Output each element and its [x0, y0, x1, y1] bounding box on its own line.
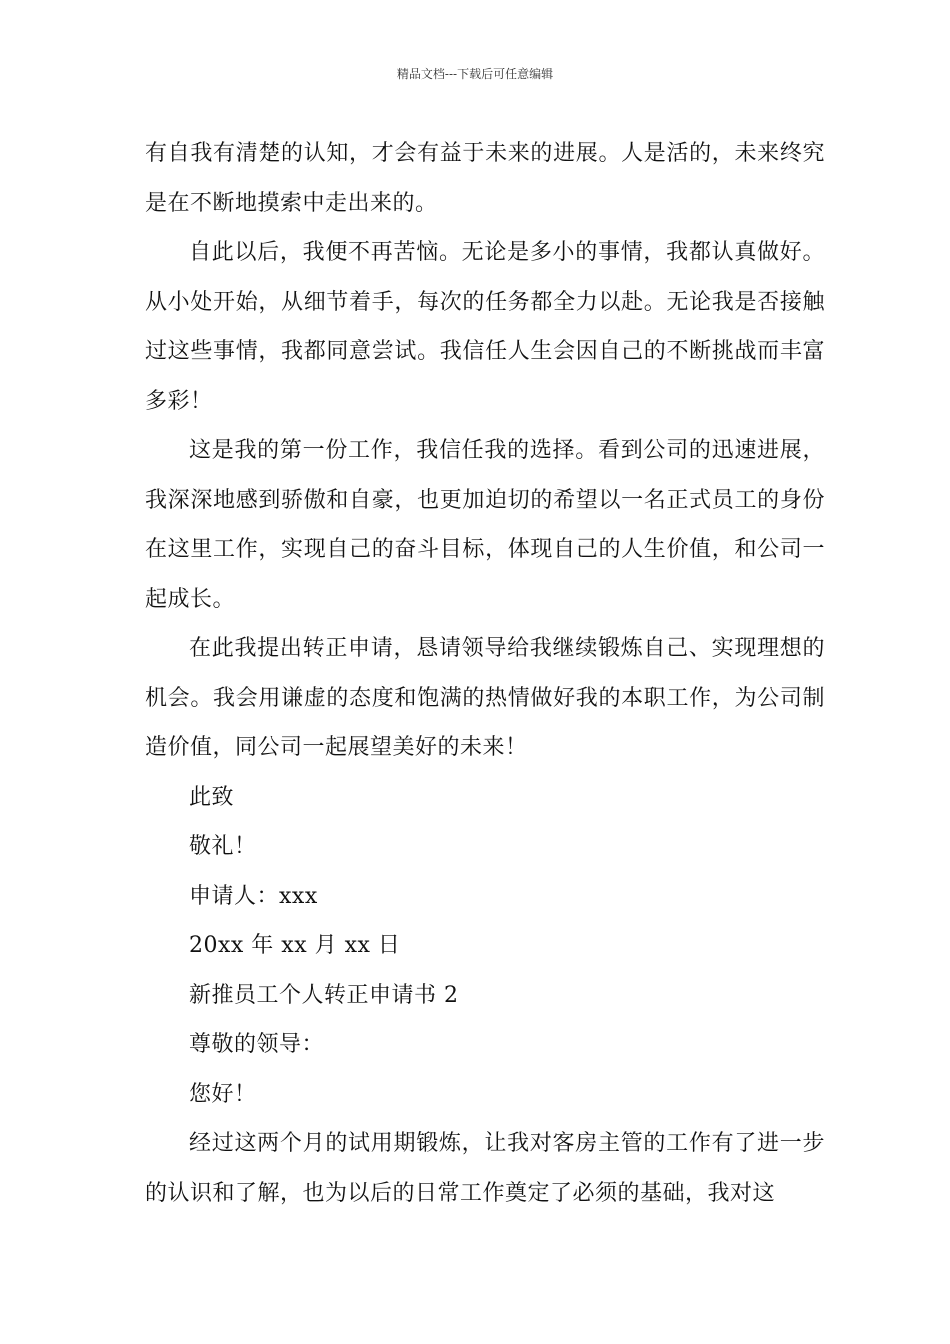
- paragraph-1: 有自我有清楚的认知，才会有益于未来的进展。人是活的，未来终究是在不断地摸索中走出来的。: [145, 141, 825, 216]
- applicant-line: 申请人：xxx: [189, 883, 318, 909]
- closing-regards: 敬礼！: [189, 834, 257, 859]
- paragraph-2: 自此以后，我便不再苦恼。无论是多小的事情，我都认真做好。从小处开始，从细节着手，每次的任务都全力以赴。无论我是否接触过这些事情，我都同意尝试。我信任人生会因自己的不断挑战而丰富多彩！: [145, 240, 825, 414]
- date-line: 20xx 年 xx 月 xx 日: [189, 933, 401, 958]
- closing-salutation: 此致: [189, 784, 235, 810]
- paragraph-4: 在此我提出转正申请，恳请领导给我继续锻炼自己、实现理想的机会。我会用谦虚的态度和饱满的热情做好我的本职工作，为公司制造价值，同公司一起展望美好的未来！: [145, 636, 825, 760]
- greeting-hello: 您好！: [189, 1081, 257, 1107]
- page-header: 精品文档---下载后可任意编辑: [396, 67, 554, 81]
- document-body: [145, 129, 825, 1218]
- paragraph-body-start: 经过这两个月的试用期锻炼，让我对客房主管的工作有了进一步的认识和了解，也为以后的日常工作奠定了必须的基础，我对这: [145, 1131, 825, 1206]
- paragraph-3: 这是我的第一份工作，我信任我的选择。看到公司的迅速进展，我深深地感到骄傲和自豪，也更加迫切的希望以一名正式员工的身份在这里工作，实现自己的奋斗目标，体现自己的人生价值，和公司一起成长。: [145, 438, 825, 612]
- greeting-addressee: 尊敬的领导：: [189, 1032, 325, 1057]
- section-title: 新推员工个人转正申请书 2: [189, 982, 459, 1008]
